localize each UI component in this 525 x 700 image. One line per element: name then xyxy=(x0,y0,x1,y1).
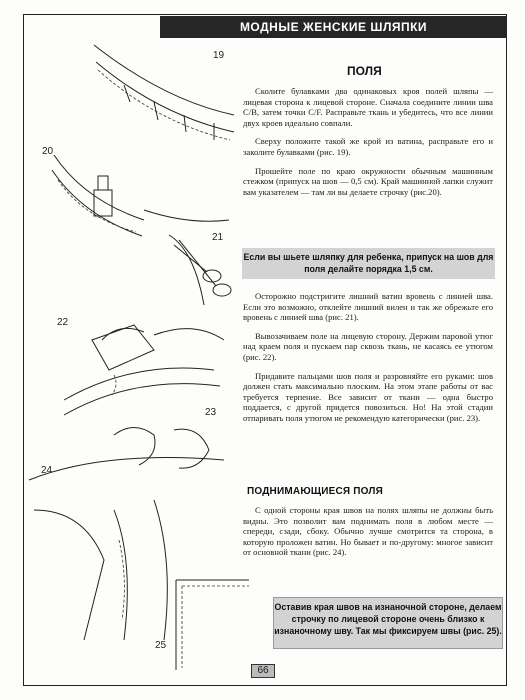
figure-label-20: 20 xyxy=(42,146,54,157)
sewing-illustrations xyxy=(24,40,249,680)
section-title-brim: ПОЛЯ xyxy=(347,64,382,78)
running-header: МОДНЫЕ ЖЕНСКИЕ ШЛЯПКИ xyxy=(160,16,507,38)
tip-box-seam-fix: Оставив края швов на изнаночной стороне, делаем строчку по лицевой стороне очень близко к изнаночному шву. Так мы фиксируем швы (рис. 25). xyxy=(273,597,503,649)
figure-label-22: 22 xyxy=(57,317,69,328)
page-number: 66 xyxy=(251,664,275,678)
figure-label-23: 23 xyxy=(205,407,217,418)
figure-label-24: 24 xyxy=(41,465,53,476)
paragraph: Придавите пальцами шов поля и разровняйте его руками: шов должен стать максимально плоским. На этом этапе работы от вас требуется терпение. Все зависит от ткани — одна быстро поддается, с другой придется повозиться. Но! На этой стадии отпаривать поля утюгом не рекомендую категорически (рис. 23). xyxy=(243,370,493,423)
figure-label-19: 19 xyxy=(213,50,225,61)
tip-box-child-hat: Если вы шьете шляпку для ребенка, припуск на шов для поля делайте порядка 1,5 см. xyxy=(242,248,495,279)
illustrations-column xyxy=(24,40,249,680)
figure-22-drawing xyxy=(64,325,224,415)
section1-text-continued xyxy=(243,291,493,432)
section-title-raised-brim: ПОДНИМАЮЩИЕСЯ ПОЛЯ xyxy=(247,486,383,497)
paragraph: Осторожно подстригите лишний ватин вровень с линией шва. Если это возможно, отклейте лишний вилен и так же обрежьте его вровень с линией шва (рис. 21). xyxy=(243,291,493,323)
paragraph: Вывозачиваем поле на лицевую сторону. Держим паровой утюг над краем поля и пускаем пар сквозь ткань, не касаясь ее утюгом (рис. 22). xyxy=(243,330,493,362)
section2-text xyxy=(243,505,493,566)
figure-25-drawing xyxy=(176,580,249,670)
paragraph: Сколите булавками два одинаковых кроя полей шляпы — лицевая сторона к лицевой стороне. Сначала соедините линии шва C/B, затем точки C/F. Расправьте ткань и убедитесь, что все линии двух кроев идеально совпали. xyxy=(243,86,493,128)
figure-21-drawing xyxy=(144,210,231,305)
section1-text xyxy=(243,86,493,205)
paragraph: Прошейте поле по краю окружности обычным машинным стежком (припуск на шов — 0,5 см). Край машинной лапки служит вам указателем — там ли вы делаете строчку (рис.20). xyxy=(243,165,493,197)
figure-23-drawing xyxy=(29,428,224,481)
figure-label-25: 25 xyxy=(155,640,167,651)
figure-20-drawing xyxy=(52,155,144,236)
paragraph: С одной стороны края швов на полях шляпы не должны быть видны. Это позволит вам поднимать поля в любом месте — спереди, сзади, сбоку. Обычно лучше смотрится та сторона, в которую проложен ватин. Но бывает и по-другому: многое зависит от основной ткани (рис. 24). xyxy=(243,505,493,558)
paragraph: Сверху положите такой же крой из ватина, расправьте его и заколите булавками (рис. 19). xyxy=(243,136,493,157)
figure-label-21: 21 xyxy=(212,232,224,243)
figure-24-drawing xyxy=(34,500,167,640)
